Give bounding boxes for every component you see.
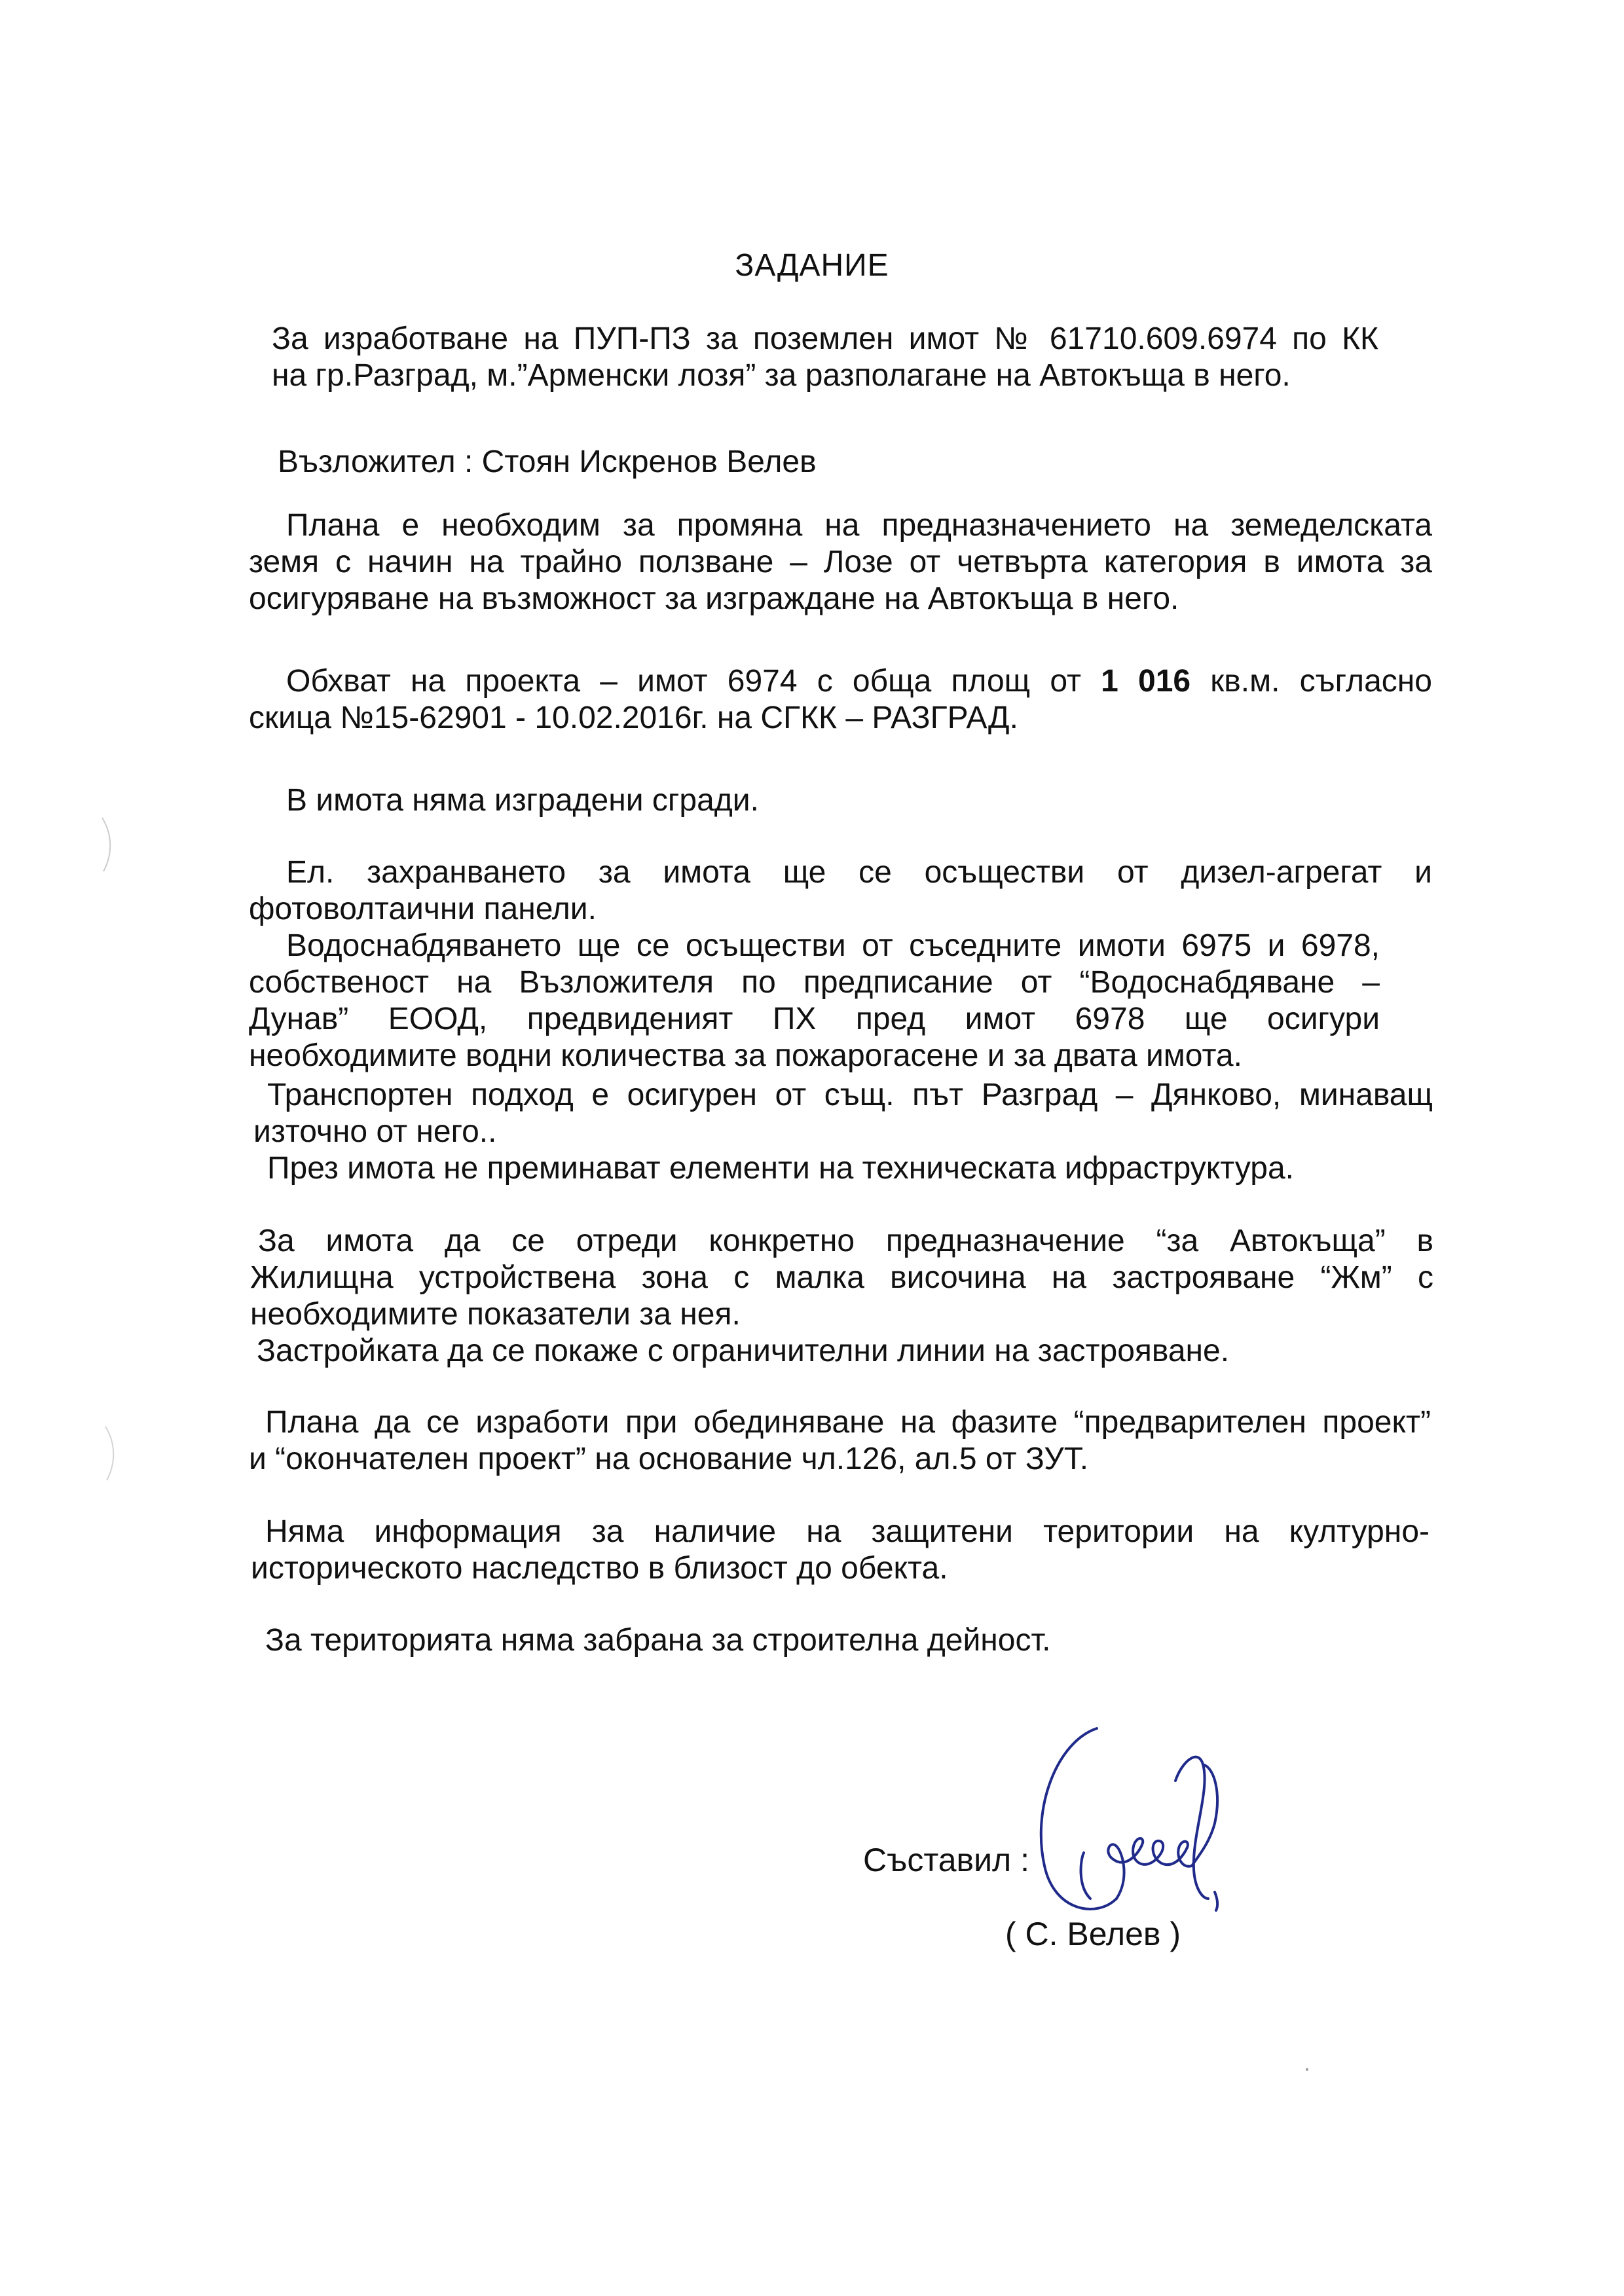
paragraph-line: Ел. захранването за имота ще се осъществи от дизел-агрегат и [286,855,1432,890]
scope-text: Обхват на проекта – имот 6974 с обща площ от [286,664,1081,699]
area-value: 1 016 [1101,664,1191,699]
paragraph-line: През имота не преминават елементи на техническата ифраструктура. [267,1151,1295,1186]
paragraph-scope [249,663,1432,737]
paragraph-buildings [286,782,1432,819]
handwritten-signature [1018,1702,1267,1938]
paragraph-power [249,854,1432,928]
paragraph-line: осигуряване на възможност за изграждане на Автокъща в него. [249,581,1179,616]
paragraph-line: Жилищна устройствена зона с малка височина на застрояване “Жм” с [250,1260,1433,1295]
paragraph-line: фотоволтаични панели. [249,892,597,926]
compiled-by-name: ( С. Велев ) [1005,1916,1181,1952]
paragraph-heritage [251,1514,1430,1587]
paragraph-zoning [250,1223,1433,1333]
paragraph-line: и “окончателен проект” на основание чл.126, ал.5 от ЗУТ. [249,1442,1089,1476]
paragraph-line: собственост на Възложителя по предписание от “Водоснабдяване – [249,965,1380,1000]
paragraph-line: Дунав” ЕООД, предвиденият ПХ пред имот 6978 ще осигури [249,1002,1380,1036]
subject-line: За изработване на ПУП-ПЗ за поземлен имот № 61710.609.6974 по КК [272,321,1378,356]
paragraph-phases [249,1404,1431,1478]
paragraph-line: необходимите показатели за нея. [250,1297,741,1332]
paragraph-line: земя с начин на трайно ползване – Лозе от четвърта категория в имота за [249,545,1432,579]
scan-mark [98,815,118,874]
paragraph-line: Няма информация за наличие на защитени територии на културно- [265,1514,1430,1549]
paragraph-line: необходимите водни количества за пожарогасене и за двата имота. [249,1038,1242,1073]
compiled-by-label: Съставил : [863,1842,1029,1878]
paragraph-line: скица №15-62901 - 10.02.2016г. на СГКК – РАЗГРАД. [249,701,1018,735]
scan-dot [1303,2066,1311,2073]
subject [272,321,1378,394]
assignor-text: Възложител : Стоян Искренов Велев [278,445,817,479]
paragraph-line: Транспортен подход е осигурен от същ. път Разград – Дянково, минаващ [267,1078,1433,1112]
paragraph-purpose [249,507,1432,617]
paragraph-line: историческото наследство в близост до обекта. [251,1551,948,1586]
paragraph-line: Плана е необходим за промяна на предназначението на земеделската [286,508,1432,543]
document-title: ЗАДАНИЕ [735,248,889,283]
paragraph-line: Водоснабдяването ще се осъществи от съседните имоти 6975 и 6978, [286,928,1380,963]
subject-line: на гр.Разград, м.”Арменски лозя” за разполагане на Автокъща в него. [272,358,1291,393]
paragraph-line: източно от него.. [253,1114,497,1149]
scan-mark [101,1424,121,1483]
paragraph-construction [265,1622,1431,1659]
assignor [278,444,1391,481]
paragraph-line [286,663,1432,700]
paragraph-line: В имота няма изградени сгради. [286,783,759,818]
paragraph-line: За територията няма забрана за строителна дейност. [265,1623,1051,1658]
paragraph-building-lines [257,1333,1422,1370]
scope-text: кв.м. съгласно [1210,664,1432,699]
paragraph-water [249,928,1380,1074]
paragraph-access [253,1077,1433,1150]
paragraph-line: Застройката да се покаже с ограничителни линии на застрояване. [257,1334,1230,1368]
paragraph-infrastructure [267,1150,1433,1187]
paragraph-line: Плана да се изработи при обединяване на фазите “предварителен проект” [265,1405,1431,1440]
paragraph-line: За имота да се отреди конкретно предназначение “за Автокъща” в [258,1224,1433,1258]
